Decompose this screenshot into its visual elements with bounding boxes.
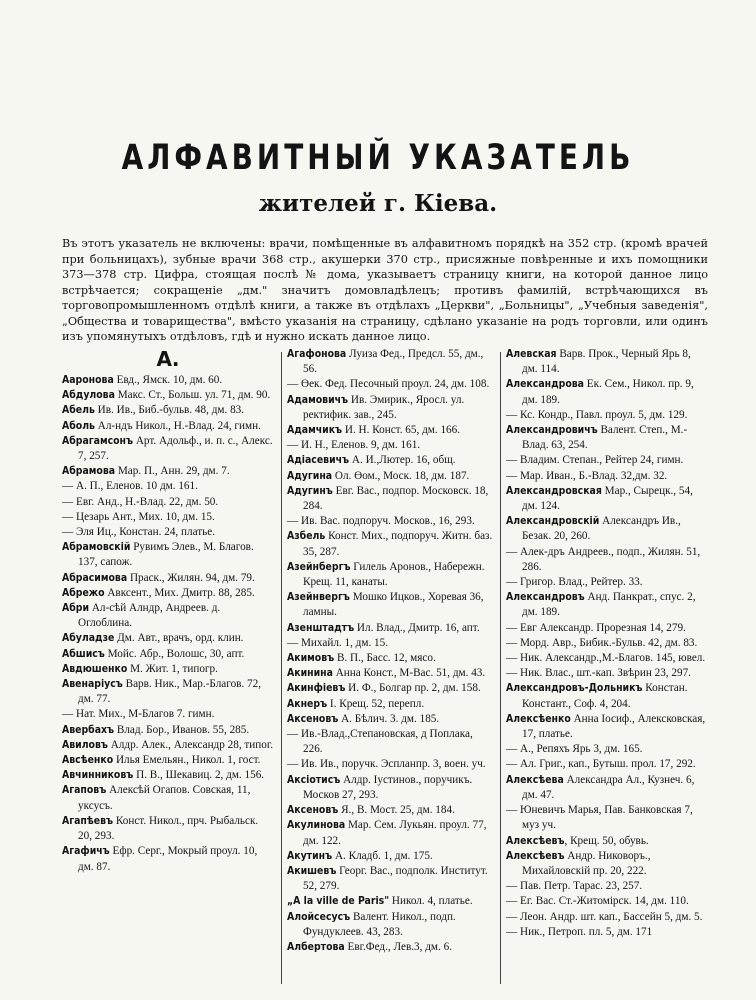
entry-surname: Александровъ-Дольникъ: [506, 682, 643, 695]
entry-details: Арт. Адольф., и. п. с., Алекс. 7, 257.: [78, 434, 273, 463]
entry-details: Мойс. Абр., Волошс, 30, апт.: [104, 647, 245, 660]
entry-surname: Акишевъ: [287, 864, 337, 877]
index-entry: [506, 742, 706, 757]
index-entry: [506, 651, 706, 666]
index-entry: [287, 757, 494, 772]
index-column-3: [506, 347, 706, 987]
index-entry: [506, 575, 706, 590]
entry-surname: Албертова: [287, 940, 345, 953]
index-column-2: [287, 347, 494, 987]
entry-details: Ол. Өом., Моск. 18, дм. 187.: [332, 469, 470, 482]
entry-surname: Алойсесусъ: [287, 910, 351, 923]
entry-details: Ек. Сем., Никол. пр. 9, дм. 189.: [522, 378, 694, 406]
entry-surname: Агафичъ: [62, 845, 110, 858]
entry-details: , Крещ. 50, обувь.: [564, 834, 649, 847]
entry-surname: Азейнбергъ: [287, 560, 351, 573]
index-entry: [287, 910, 494, 940]
entry-details: Анна Iосиф., Алексковская, 17, платье.: [522, 712, 706, 741]
entry-details: — Ник. Влас., шт.-кап. Звѣрин 23, 297.: [506, 667, 691, 680]
entry-details: А. И.,Лютер. 16, общ.: [349, 454, 456, 467]
index-entry: [287, 469, 494, 484]
entry-details: Алдр. Алек., Александр 28, типог.: [107, 738, 273, 751]
entry-surname: Авдюшенко: [62, 662, 128, 675]
index-entry: [62, 677, 274, 707]
entry-surname: Адамчикъ: [287, 424, 343, 437]
index-entry: [506, 636, 706, 651]
index-entry: [62, 388, 274, 403]
entry-details: — Евг. Анд., Н.-Влад. 22, дм. 50.: [62, 495, 219, 508]
index-entry: [506, 408, 706, 423]
index-entry: [62, 753, 274, 768]
entry-surname: „A la ville de Paris": [287, 895, 390, 908]
entry-surname: Абри: [62, 602, 90, 615]
index-entry: [62, 434, 274, 464]
index-entry: [287, 560, 494, 590]
entry-details: Алексѣй Огапов. Совская, 11, уксусъ.: [78, 784, 251, 812]
index-entry: [62, 707, 274, 722]
index-entry: [287, 727, 494, 757]
entry-surname: Алексѣева: [506, 773, 564, 786]
entry-details: Андр. Никоворъ., Михайловскій пр. 20, 222.: [522, 849, 651, 877]
entry-details: Анна Конст., М-Вас. 51, дм. 43.: [332, 667, 486, 680]
entry-details: — Владим. Степан., Рейтер 24, гимн.: [506, 454, 684, 467]
entry-details: Валент. Никол., подп. Фундуклеев. 43, 283.: [303, 910, 456, 938]
index-entry: [287, 621, 494, 636]
index-entry: [287, 590, 494, 620]
entry-surname: Абрасимова: [62, 571, 128, 584]
entry-details: Александръ Ив., Безак. 20, 260.: [522, 515, 681, 543]
index-entry: [287, 377, 494, 392]
index-entry: [287, 514, 494, 529]
entry-surname: Абдулова: [62, 389, 115, 402]
index-entry: [62, 814, 274, 844]
entry-details: Ил. Влад., Дмитр. 16, апт.: [354, 621, 480, 634]
entry-surname: Алексѣенко: [506, 712, 571, 725]
index-entry: [506, 910, 706, 925]
entry-surname: Акнеръ: [287, 697, 328, 710]
index-entry: [287, 423, 494, 438]
index-entry: [62, 403, 274, 418]
entry-details: Анд. Панкрат., спус. 2, дм. 189.: [522, 591, 696, 619]
entry-details: — Пав. Петр. Тарас. 23, 257.: [506, 880, 643, 893]
index-entry: [506, 803, 706, 833]
entry-details: — Өек. Фед. Песочный проул. 24, дм. 108.: [287, 378, 490, 391]
entry-details: Влад. Бор., Иванов. 55, 285.: [114, 723, 250, 736]
entry-details: А. Кладб. 1, дм. 175.: [332, 849, 433, 862]
entry-details: — Григор. Влад., Рейтер. 33.: [506, 576, 643, 589]
index-entry: [287, 484, 494, 514]
entry-surname: Александрова: [506, 378, 584, 391]
index-entry: [506, 377, 706, 407]
entry-details: — Алек-дръ Андреев., подп., Жилян. 51, 286.: [506, 545, 701, 573]
entry-surname: Агафонова: [287, 348, 347, 360]
entry-details: Гилель Аронов., Набережн. Крещ. 11, канаты.: [303, 560, 485, 589]
index-entry: [287, 393, 494, 423]
index-entry: [287, 681, 494, 696]
entry-surname: Агапѣевъ: [62, 814, 114, 827]
entry-details: Варв. Прок., Черный Ярь 8, дм. 114.: [522, 348, 691, 376]
index-entry: [287, 453, 494, 468]
index-entry: [287, 438, 494, 453]
index-entry: [506, 849, 706, 879]
index-entry: [62, 601, 274, 631]
entry-details: Георг. Вас., подполк. Институт. 52, 279.: [303, 864, 488, 893]
entry-details: Констан. Констант., Соф. 4, 204.: [522, 682, 688, 710]
entry-details: Илья Емельян., Никол. 1, гост.: [113, 754, 261, 767]
entry-details: Ив. Эмирик., Яросл. ул. ректифик. зав., 245.: [303, 393, 465, 421]
index-entry: [62, 738, 274, 753]
index-entry: [62, 631, 274, 646]
index-entry: [62, 464, 274, 479]
index-entry: [62, 783, 274, 813]
column-divider: [500, 352, 501, 984]
column-divider: [281, 352, 282, 984]
index-entry: [506, 514, 706, 544]
entry-details: — Евг Александр. Прорезная 14, 279.: [506, 621, 686, 634]
entry-surname: Азбель: [287, 530, 326, 543]
index-entry: [62, 647, 274, 662]
entry-details: Конст. Никол., прч. Рыбальск. 20, 293.: [78, 814, 259, 843]
entry-details: И. Н. Конст. 65, дм. 166.: [342, 424, 461, 437]
entry-details: Никол. 4, платье.: [389, 895, 473, 908]
entry-details: — Леон. Андр. шт. кап., Бассейн 5, дм. 5.: [506, 910, 703, 923]
entry-details: — И. Н., Еленов. 9, дм. 161.: [287, 439, 421, 452]
entry-details: — Ник., Петроп. пл. 5, дм. 171: [506, 925, 653, 938]
index-entry: [506, 621, 706, 636]
index-entry: [506, 879, 706, 894]
entry-details: — Эля Иц., Констан. 24, платье.: [62, 526, 216, 539]
entry-surname: Авчинниковъ: [62, 769, 134, 782]
entry-surname: Акулинова: [287, 819, 346, 832]
index-entry: [62, 373, 274, 388]
entry-details: Праск., Жилян. 94, дм. 79.: [127, 571, 255, 584]
entry-surname: Авенаріусъ: [62, 678, 123, 691]
entry-surname: Алексѣевъ: [506, 849, 565, 862]
entry-surname: Адугина: [287, 469, 333, 482]
entry-details: Ефр. Серг., Мокрый проул. 10, дм. 87.: [78, 845, 258, 873]
entry-details: Ал-ндъ Никол., Н.-Влад. 24, гимн.: [94, 419, 261, 432]
entry-details: — Нат. Мих., М-Благов 7. гимн.: [62, 708, 215, 721]
entry-surname: Абуладзе: [62, 632, 115, 645]
entry-surname: Александровская: [506, 484, 602, 497]
entry-details: Евг.Фед., Лев.3, дм. 6.: [344, 940, 452, 953]
entry-details: — Ив. Вас. подпоруч. Москов., 16, 293.: [287, 515, 475, 528]
entry-details: — А., Репяхъ Ярь 3, дм. 165.: [506, 743, 643, 756]
entry-surname: Адамовичъ: [287, 393, 349, 406]
entry-surname: Аксеновъ: [287, 804, 339, 817]
entry-details: Валент. Степ., М.-Влад. 63, 254.: [522, 424, 688, 452]
entry-surname: Аароновa: [62, 374, 114, 386]
entry-surname: Авербахъ: [62, 723, 115, 736]
index-entry: [287, 666, 494, 681]
index-entry: [62, 495, 274, 510]
entry-surname: Аксіотисъ: [287, 773, 341, 786]
entry-details: Евг. Вас., подпор. Московск. 18, 284.: [303, 484, 489, 513]
entry-surname: Александровскій: [506, 515, 600, 528]
entry-surname: Абшисъ: [62, 647, 105, 660]
entry-surname: Агаповъ: [62, 784, 107, 797]
index-entry: [287, 803, 494, 818]
entry-details: Мошко Ицков., Хоревая 36, ламны.: [303, 591, 484, 619]
entry-details: — Мар. Иван., Б.-Влад. 32,дм. 32.: [506, 469, 668, 482]
entry-surname: Абель: [62, 404, 95, 417]
index-entry: [287, 773, 494, 803]
entry-surname: Акутинъ: [287, 849, 333, 862]
entry-surname: Абрамова: [62, 465, 116, 478]
entry-surname: Александровъ: [506, 591, 585, 604]
entry-details: Рувимъ Элев., М. Благов. 137, сапож.: [78, 541, 254, 569]
entry-details: М. Жит. 1, типогр.: [127, 662, 218, 675]
entry-details: Ив. Ив., Биб.-бульв. 48, дм. 83.: [94, 404, 245, 417]
entry-details: — Ал. Григ., кап., Бутыш. прол. 17, 292.: [506, 758, 696, 771]
entry-surname: Акимовъ: [287, 652, 335, 665]
index-entry: [287, 849, 494, 864]
index-entry: [506, 423, 706, 453]
index-entry: [62, 586, 274, 601]
entry-details: В. П., Басс. 12, мясо.: [334, 652, 436, 665]
entry-details: — Ник. Александр.,М.-Благов. 145, ювел.: [506, 652, 706, 665]
entry-surname: Адіасевичъ: [287, 454, 350, 467]
entry-details: — Ив. Ив., поручк. Эспланпр. 3, воен. уч.: [287, 758, 486, 771]
index-entry: [62, 844, 274, 874]
index-entry: [287, 529, 494, 559]
entry-details: I. Крещ. 52, перепл.: [327, 697, 425, 710]
index-entry: [62, 768, 274, 783]
index-entry: [506, 712, 706, 742]
entry-details: И. Ф., Болгар пр. 2, дм. 158.: [345, 682, 481, 695]
entry-details: — Цезарь Ант., Мих. 10, дм. 15.: [62, 510, 215, 523]
index-entry: [287, 894, 494, 909]
index-entry: [287, 651, 494, 666]
index-entry: [506, 834, 706, 849]
index-entry: [506, 757, 706, 772]
entry-surname: Авсѣенко: [62, 754, 114, 767]
entry-details: Луиза Фед., Предсл. 55, дм., 56.: [303, 348, 484, 376]
entry-surname: Аксеновъ: [287, 712, 339, 725]
intro-paragraph: Въ этотъ указатель не включены: врачи, помѣщенные въ алфавитномъ порядкѣ на 352 стр. (кромѣ врачей при больницахъ), зубные врачи 368 стр., акушерки 370 стр., присяжные повѣренные и ихъ помощники 373—378 стр. Цифра, стоящая послѣ № дома, указываетъ страницу книги, на которой данное лицо встрѣчается; сокращенiе „дм." значитъ домовладѣлецъ; противъ фамилій, встрѣчающихся въ торговопромышленномъ отдѣлѣ книги, а также въ отдѣлахъ „Церкви", „Больницы", „Учебныя заведенія", „Общества и товарищества", вмѣсто указанія на страницу, сдѣлано указаніе на родъ торговли, или одинъ изъ упомянутыхъ отдѣловъ, гдѣ и нужно искать данное лицо.: [62, 237, 708, 343]
entry-surname: Абрамовскій: [62, 541, 131, 554]
entry-details: Дм. Авт., врачъ, орд. клин.: [114, 632, 244, 645]
entry-surname: Александровичъ: [506, 424, 598, 437]
entry-details: П. В., Шекавиц. 2, дм. 156.: [133, 769, 265, 782]
entry-details: — Михайл. 1, дм. 15.: [287, 636, 389, 649]
index-entry: [287, 636, 494, 651]
entry-details: — А. П., Еленов. 10 дм. 161.: [62, 480, 198, 493]
index-entry: [287, 712, 494, 727]
index-entry: [506, 666, 706, 681]
index-entry: [287, 818, 494, 848]
entry-details: Алдр. Iустинов., поручикъ. Москов 27, 293.: [303, 773, 473, 801]
entry-details: — Морд. Авр., Бибик.-Бульв. 42, дм. 83.: [506, 636, 698, 649]
entry-surname: Акинина: [287, 667, 333, 680]
index-entry: [287, 864, 494, 894]
index-entry: [506, 484, 706, 514]
index-entry: [506, 681, 706, 711]
index-entry: [506, 894, 706, 909]
index-entry: [62, 662, 274, 677]
entry-details: — Ив.-Влад.,Степановская, д Поплака, 226.: [287, 728, 473, 756]
entry-details: Евд., Ямск. 10, дм. 60.: [113, 374, 223, 386]
entry-details: Мар., Сырецк., 54, дм. 124.: [522, 484, 693, 513]
index-entry: [62, 723, 274, 738]
entry-surname: Аболь: [62, 419, 95, 432]
entry-surname: Азенштадтъ: [287, 621, 355, 634]
entry-details: — Ег. Вас. Ст.-Житомірск. 14, дм. 110.: [506, 895, 689, 908]
index-entry: [62, 419, 274, 434]
index-entry: [62, 571, 274, 586]
entry-surname: Алексѣевъ: [506, 834, 565, 847]
entry-details: — Кс. Кондр., Павл. проул. 5, дм. 129.: [506, 408, 688, 421]
index-entry: [506, 453, 706, 468]
index-entry: [287, 940, 494, 955]
index-entry: [506, 469, 706, 484]
entry-surname: Акинфіевъ: [287, 682, 346, 695]
index-entry: [506, 925, 706, 940]
entry-details: Авксент., Мих. Дмитр. 88, 285.: [104, 586, 255, 599]
index-entry: [506, 773, 706, 803]
page-title: АЛФАВИТНЫЙ УКАЗАТЕЛЬ: [121, 137, 635, 179]
index-entry: [506, 347, 706, 377]
index-entry: [62, 525, 274, 540]
entry-details: Мар. Сем. Лукьян. проул. 77, дм. 122.: [303, 819, 487, 847]
entry-details: Конст. Мих., подпоруч. Житн. баз. 35, 287.: [303, 530, 493, 558]
entry-details: Я., В. Мост. 25, дм. 184.: [338, 804, 455, 817]
index-entry: [62, 479, 274, 494]
index-entry: [287, 697, 494, 712]
entry-details: Мар. П., Анн. 29, дм. 7.: [115, 465, 230, 478]
entry-surname: Абрагамсонъ: [62, 434, 134, 447]
entry-details: Ал-сѣй Алндр, Андреев. д. Оглоблина.: [78, 602, 221, 630]
index-entry: [62, 540, 274, 570]
index-entry: [506, 590, 706, 620]
index-column-1: [62, 347, 274, 987]
entry-details: Варв. Ник., Мар.-Благов. 72, дм. 77.: [78, 678, 262, 706]
entry-surname: Адугинъ: [287, 484, 333, 497]
entry-surname: Алевская: [506, 348, 557, 360]
entry-surname: Азейнвергъ: [287, 591, 350, 604]
index-entry: [506, 545, 706, 575]
entry-details: Александра Ал., Кузнеч. 6, дм. 47.: [522, 773, 695, 801]
page-subtitle: жителей г. Кіева.: [258, 190, 498, 217]
entry-surname: Авиловъ: [62, 738, 108, 751]
section-letter: А.: [156, 347, 180, 371]
entry-details: — Юневичъ Марья, Пав. Банковская 7, муз уч.: [506, 804, 693, 832]
entry-details: А. Бѣлич. 3. дм. 185.: [338, 712, 440, 725]
index-entry: [62, 510, 274, 525]
entry-details: Макс. Ст., Больш. ул. 71, дм. 90.: [114, 389, 271, 402]
index-entry: [287, 347, 494, 377]
entry-surname: Абрежо: [62, 586, 105, 599]
